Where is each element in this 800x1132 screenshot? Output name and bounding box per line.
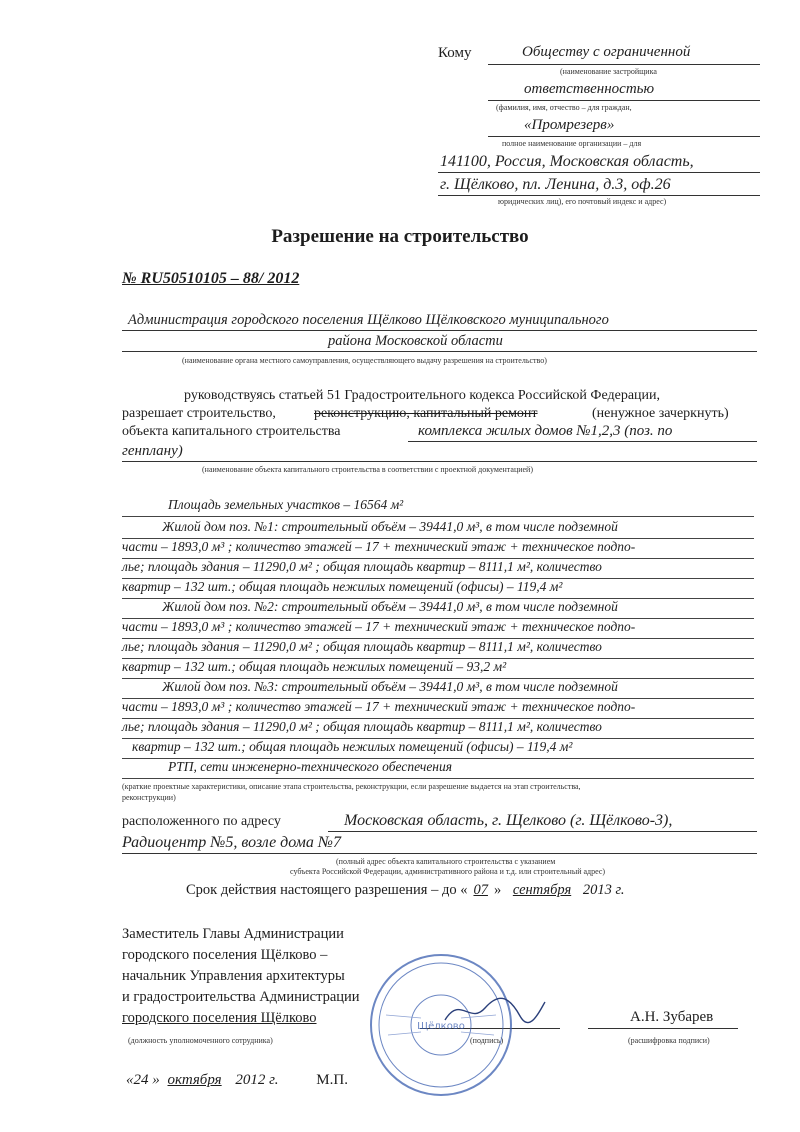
footer-mp: М.П. <box>316 1072 348 1088</box>
validity-line <box>186 882 706 904</box>
recipient-line-4: 141100, Россия, Московская область, <box>440 153 694 170</box>
characteristics-hint-2: реконструкции) <box>122 793 176 802</box>
address-block <box>122 810 757 880</box>
permit-number: № RU50510105 – 88/ 2012 <box>122 270 300 287</box>
address-hint-1: (полный адрес объекта капитального строительства с указанием <box>336 857 556 866</box>
char-line: квартир – 132 шт.; общая площадь нежилых помещений (офисы) – 119,4 м² <box>132 739 573 754</box>
recipient-line-1: Обществу с ограниченной <box>522 44 691 60</box>
char-line: Жилой дом поз. №1: строительный объём – 39441,0 м³, в том числе подземной <box>162 519 618 534</box>
body-line-1: руководствуясь статьей 51 Градостроительного кодекса Российской Федерации, <box>184 388 661 403</box>
recipient-line-2: ответственностью <box>524 81 655 97</box>
body-line-2-start: разрешает строительство, <box>122 406 276 421</box>
char-line: РТП, сети инженерно-технического обеспечения <box>168 759 453 774</box>
validity-month: сентября <box>512 882 572 898</box>
recipient-block <box>430 40 760 210</box>
address-line-1: Московская область, г. Щелково (г. Щёлково-3), <box>344 812 673 829</box>
authority-block <box>122 312 757 372</box>
seal-inner-text: Щёлково <box>417 1021 465 1032</box>
signatory-line-5: городского поселения Щёлково <box>122 1010 317 1026</box>
object-name-line-2: генплану) <box>122 443 183 459</box>
validity-year: 2013 г. <box>582 882 625 898</box>
validity-text-a: Срок действия настоящего разрешения – до « <box>186 882 468 898</box>
char-line: Площадь земельных участков – 16564 м² <box>168 497 404 512</box>
char-line: части – 1893,0 м³ ; количество этажей – 17 + технический этаж + техническое подпо- <box>122 619 636 634</box>
char-line: квартир – 132 шт.; общая площадь нежилых помещений – 93,2 м² <box>122 659 507 674</box>
characteristics-hint-1: (краткие проектные характеристики, описание этапа строительства, реконструкции, если разрешение выдается на этап строительства, <box>122 782 581 791</box>
char-line: лье; площадь здания – 11290,0 м² ; общая площадь квартир – 8111,1 м², количество <box>122 639 602 654</box>
recipient-line-5: г. Щёлково, пл. Ленина, д.3, оф.26 <box>440 176 671 193</box>
to-label: Кому <box>438 45 472 61</box>
char-line: Жилой дом поз. №2: строительный объём – 39441,0 м³, в том числе подземной <box>162 599 618 614</box>
validity-day: 07 <box>473 882 488 898</box>
footer-year: 2012 г. <box>235 1072 279 1088</box>
body-line-2-end: (ненужное зачеркнуть) <box>592 406 729 421</box>
object-name-line-1: комплекса жилых домов №1,2,3 (поз. по <box>418 423 673 439</box>
signatory-name: А.Н. Зубарев <box>630 1009 714 1025</box>
authority-line-2: района Московской области <box>328 333 503 349</box>
footer-month: октября <box>167 1072 222 1088</box>
position-hint: (должность уполномоченного сотрудника) <box>128 1036 273 1045</box>
body-line-3-label: объекта капитального строительства <box>122 424 341 439</box>
char-line: Жилой дом поз. №3: строительный объём – 39441,0 м³, в том числе подземной <box>162 679 618 694</box>
address-label: расположенного по адресу <box>122 814 281 829</box>
char-line: лье; площадь здания – 11290,0 м² ; общая площадь квартир – 8111,1 м², количество <box>122 559 602 574</box>
authority-line-1: Администрация городского поселения Щёлково Щёлковского муниципального <box>128 312 609 328</box>
footer-date <box>126 1072 348 1089</box>
char-line: лье; площадь здания – 11290,0 м² ; общая площадь квартир – 8111,1 м², количество <box>122 719 602 734</box>
name-hint: (расшифровка подписи) <box>628 1036 710 1045</box>
object-name-hint: (наименование объекта капитального строительства в соответствии с проектной документацией) <box>202 465 534 474</box>
recipient-hint-3: полное наименование организации – для <box>502 139 642 148</box>
authority-hint: (наименование органа местного самоуправления, осуществляющего выдачу разрешения на строительство) <box>182 356 547 365</box>
document-title: Разрешение на строительство <box>271 226 529 247</box>
signatory-line-1: Заместитель Главы Администрации <box>122 926 344 942</box>
signature-hint: (подпись) <box>470 1036 504 1045</box>
body-block <box>122 388 757 488</box>
signatory-line-4: и градостроительства Администрации <box>122 989 360 1005</box>
signatory-line-2: городского поселения Щёлково – <box>122 947 328 963</box>
char-line: части – 1893,0 м³ ; количество этажей – 17 + технический этаж + техническое подпо- <box>122 539 636 554</box>
body-line-2-struck: реконструкцию, капитальный ремонт <box>314 406 538 421</box>
recipient-hint-2: (фамилия, имя, отчество – для граждан, <box>496 103 632 112</box>
validity-text-b: » <box>493 882 502 898</box>
signatory-line-3: начальник Управления архитектуры <box>122 968 345 984</box>
address-line-2: Радиоцентр №5, возле дома №7 <box>122 834 341 851</box>
handwritten-signature <box>440 990 550 1030</box>
char-line: части – 1893,0 м³ ; количество этажей – 17 + технический этаж + техническое подпо- <box>122 699 636 714</box>
recipient-line-3: «Промрезерв» <box>524 117 615 133</box>
recipient-hint-1: (наименование застройщика <box>560 67 657 76</box>
recipient-hint-4: юридических лиц), его почтовый индекс и адрес) <box>498 197 667 206</box>
char-line: квартир – 132 шт.; общая площадь нежилых помещений (офисы) – 119,4 м² <box>122 579 563 594</box>
address-hint-2: субъекта Российской Федерации, административного района и т.д. или строительный адрес) <box>290 867 606 876</box>
footer-day: «24 » <box>126 1072 160 1088</box>
